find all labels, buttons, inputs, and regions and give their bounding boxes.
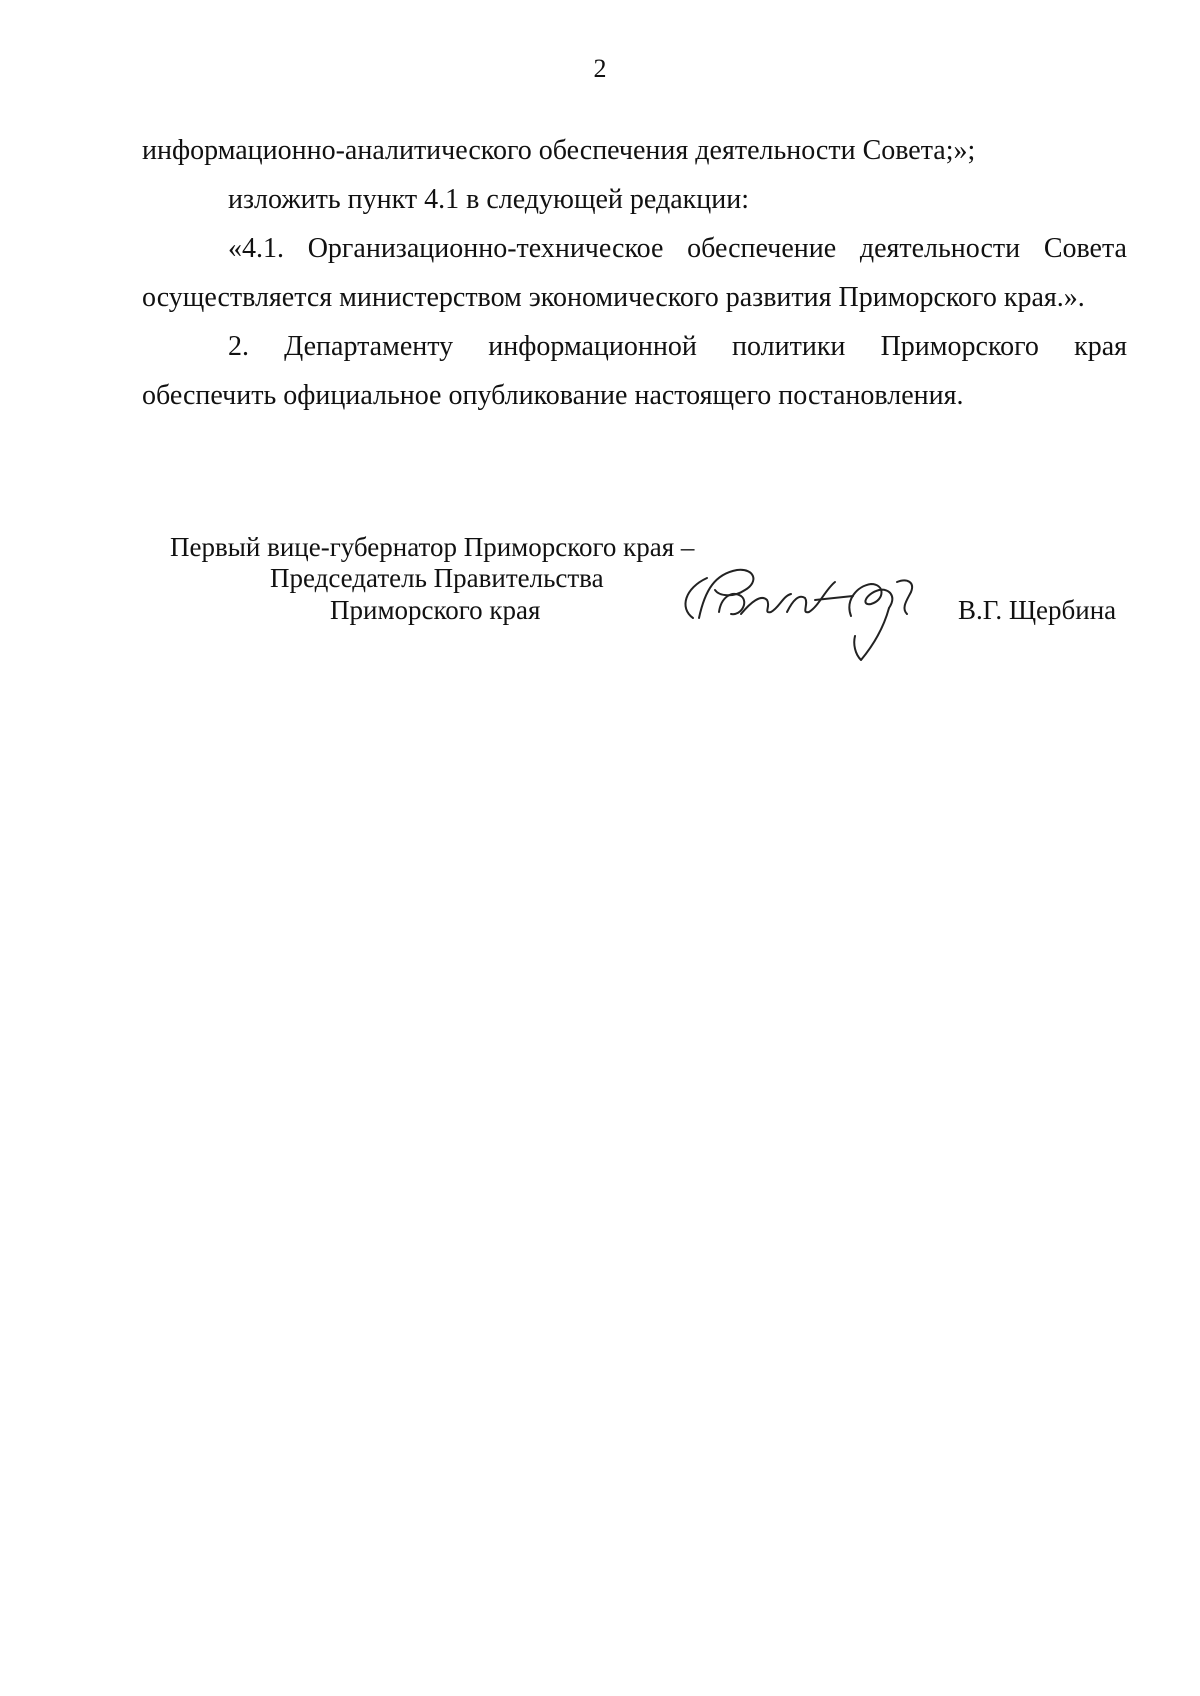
page-number: 2 xyxy=(593,54,607,83)
handwritten-signature xyxy=(675,560,945,670)
paragraph-line: изложить пункт 4.1 в следующей редакции: xyxy=(228,184,749,215)
signatory-title-line: Первый вице-губернатор Приморского края – xyxy=(170,532,695,562)
paragraph-line: «4.1. Организационно-техническое обеспечение деятельности Совета xyxy=(228,233,1127,264)
signatory-title-line: Председатель Правительства xyxy=(270,563,604,593)
signatory-name: В.Г. Щербина xyxy=(958,595,1117,625)
paragraph-line: 2. Департаменту информационной политики Приморского края xyxy=(228,331,1127,362)
document-body xyxy=(142,126,1127,420)
paragraph-line: информационно-аналитического обеспечения деятельности Совета;»; xyxy=(142,135,976,166)
paragraph-line: осуществляется министерством экономического развития Приморского края.». xyxy=(142,282,1085,313)
paragraph-line: обеспечить официальное опубликование настоящего постановления. xyxy=(142,380,964,411)
signatory-title-line: Приморского края xyxy=(330,595,541,625)
